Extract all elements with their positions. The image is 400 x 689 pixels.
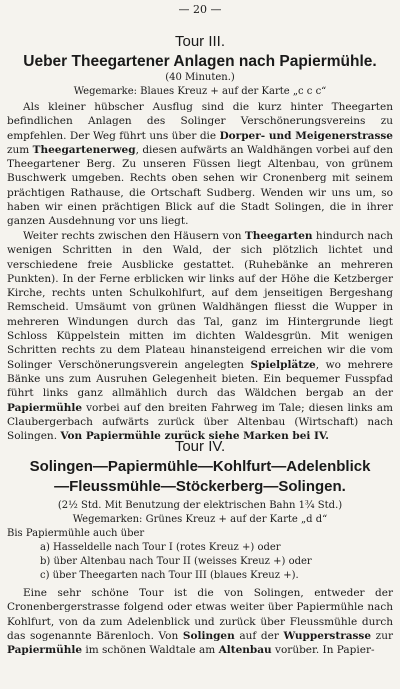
text-run: auf der [234, 629, 284, 642]
tour4-heading: Tour IV. [174, 438, 226, 455]
tour4-option-c: c) über Theegarten nach Tour III (blaues Kreuz +). [40, 570, 299, 581]
tour4-option-a: a) Hasseldelle nach Tour I (rotes Kreuz +) oder [40, 542, 281, 553]
page-number: — 20 — [178, 3, 222, 16]
text-run: , wo mehrere Bänke uns zum Ausruhen Gelegenheit bieten. Ein bequemer Fusspfad führt links ganz allmählich durch das Wäldchen bergab an der [7, 358, 393, 400]
bold-text: Altenbau [218, 644, 272, 657]
tour3-heading: Tour III. [174, 33, 226, 50]
tour4-title-line-1: Solingen—Papiermühle—Kohlfurt—Adelenblick [29, 458, 371, 475]
text-run: im schönen Waldtale am [82, 644, 219, 657]
tour3-title: Ueber Theegartener Anlagen nach Papiermühle. [23, 53, 377, 70]
bold-text: Papiermühle [7, 401, 83, 414]
bold-text: Theegartenerweg [32, 143, 136, 156]
text-run: vorbei auf den breiten Fahrweg im Tale; diesen links am Claubergerbach aufwärts zurück über Altenbau (Wirtschaft) nach Solingen. [7, 401, 393, 443]
tour3-duration: (40 Minuten.) [165, 72, 235, 83]
text-run: Weiter rechts zwischen den Häusern von [23, 230, 245, 242]
tour4-markers: Wegemarken: Grünes Kreuz + auf der Karte „d d“ [72, 514, 328, 525]
bold-text: Spielplätze [250, 358, 316, 371]
text-run: hindurch nach wenigen Schritten in den Wald, der sich plötzlich lichtet und verschiedene freie Ausblicke gestattet. (Ruhebänke an mehreren Punkten). In der Ferne erblicken wir links auf der Höhe die Ketzberger Kirche, rechts unten Schulkohlfurt, auf dem jenseitigen Bergeshang Remscheid. Umsäumt von grünen Waldhängen fliesst die Wupper in mehreren Windungen durch das Tal, ganz im Hintergrunde liegt Schloss Küppelstein mitten im dichten Waldesgrün. Mit wenigen Schritten rechts zu dem Plateau hinansteigend erreichen wir die vom Solinger Verschönerungsverein angelegten [7, 230, 393, 371]
tour4-duration: (2½ Std. Mit Benutzung der elektrischen Bahn 1¾ Std.) [57, 500, 343, 511]
tour3-paragraph-2 [7, 229, 393, 443]
text-run: zum [7, 143, 33, 156]
tour3-paragraph-1 [7, 100, 393, 229]
text-run: , diesen aufwärts an Waldhängen vorbei auf den Theegartener Berg. Zu unseren Füssen liegt Altenbau, von grünem Buschwerk umgeben. Rechts oben sehen wir Cronenberg mit seinem prächtigen Rathause, die Ortschaft Sudberg. Wenden wir uns um, so haben wir einen prächtigen Blick auf die Stadt Solingen, die in ihrer ganzen Ausdehnung vor uns liegt. [7, 143, 394, 228]
text-run: Eine sehr schöne Tour ist die von Solingen, entweder der Cronenbergerstrasse folgend oder etwas weiter über Papiermühle nach Kohlfurt, von da zum Adelenblick und zurück über Fleussmühle durch das sogenannte Bärenloch. Von [7, 587, 393, 642]
bold-text: Papiermühle [7, 644, 83, 657]
bold-text: Solingen [182, 629, 235, 642]
tour4-title-line-2: —Fleussmühle—Stöckerberg—Solingen. [54, 478, 346, 495]
tour4-intro: Bis Papiermühle auch über [7, 528, 145, 539]
text-run: vorüber. In Papier- [271, 644, 375, 657]
tour4-option-b: b) über Altenbau nach Tour II (weisses Kreuz +) oder [40, 556, 312, 567]
text-run: Als kleiner hübscher Ausflug sind die kurz hinter Theegarten befindlichen Anlagen des Solinger Verschönerungsvereins zu empfehlen. Der Weg führt uns über die [7, 101, 393, 142]
tour4-paragraph [7, 586, 393, 657]
bold-text: Theegarten [244, 230, 313, 242]
bold-text: Wupperstrasse [283, 629, 372, 642]
text-run: zur [371, 629, 393, 642]
bold-text: Von Papiermühle zurück siehe Marken bei IV. [60, 430, 329, 443]
bold-text: Dorper- und Meigenerstrasse [219, 129, 393, 142]
tour3-markers: Wegemarke: Blaues Kreuz + auf der Karte „c c c“ [73, 86, 327, 97]
